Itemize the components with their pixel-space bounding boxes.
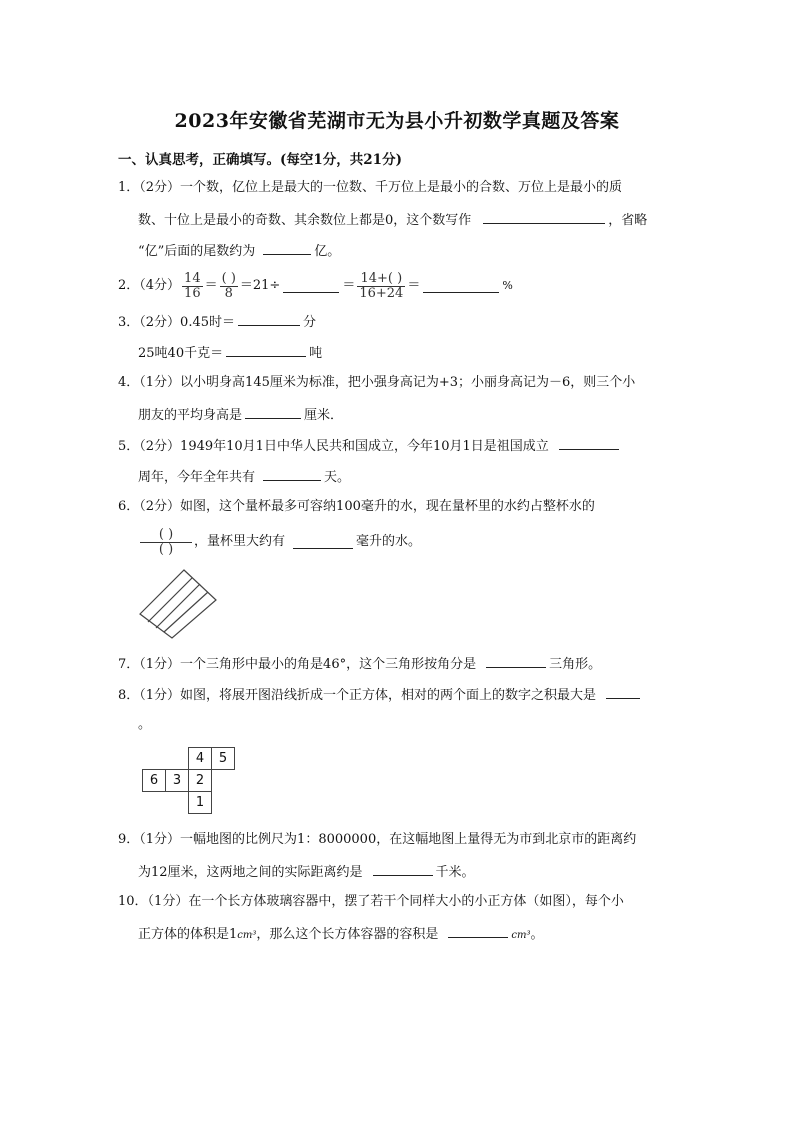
q2-f3-denominator: 16+24 <box>359 285 404 301</box>
q3-text-c: 25吨40千克＝ <box>138 346 224 361</box>
net-cell: 5 <box>211 747 235 770</box>
q5-line1 <box>118 437 622 455</box>
q5-line2 <box>138 468 350 486</box>
q4-line1: 4．（1分）以小明身高145厘米为标准，把小强身高记为+3；小丽身高记为－6，则三个小 <box>118 375 636 390</box>
q6-fraction-blank[interactable] <box>140 528 192 557</box>
q5-text-a: 5．（2分）1949年10月1日中华人民共和国成立，今年10月1日是祖国成立 <box>118 439 549 454</box>
q6-line1: 6．（2分）如图，这个量杯最多可容纳100毫升的水，现在量杯里的水约占整杯水的 <box>118 499 595 514</box>
q6-line2 <box>138 524 421 560</box>
q10-unit-2: cm³ <box>511 930 531 941</box>
q4-answer-blank[interactable] <box>245 406 301 419</box>
q1-text-d: 亿。 <box>314 244 341 259</box>
q5-answer-blank-2[interactable] <box>263 468 321 481</box>
q2-fraction-2[interactable] <box>220 272 238 301</box>
net-cell: 6 <box>142 769 166 792</box>
q2-fraction-1 <box>182 272 203 301</box>
q2-fraction-3[interactable] <box>357 272 405 301</box>
measuring-cup-figure <box>138 566 220 642</box>
q2-f2-denominator: 8 <box>224 285 233 301</box>
q5-answer-blank-1[interactable] <box>559 437 619 450</box>
net-cell: 4 <box>188 747 212 770</box>
q5-text-c: 天。 <box>324 470 351 485</box>
page-title: 2023年安徽省芜湖市无为县小升初数学真题及答案 <box>174 110 620 132</box>
q7-text-a: 7．（1分）一个三角形中最小的角是46°，这个三角形按角分是 <box>118 657 477 672</box>
q7-answer-blank[interactable] <box>486 655 546 668</box>
q1-answer-blank-2[interactable] <box>263 242 311 255</box>
q3-answer-blank-2[interactable] <box>226 344 306 357</box>
q3-line1 <box>118 313 316 331</box>
q2-answer-blank-1[interactable] <box>283 280 339 293</box>
q1-line2 <box>138 211 647 229</box>
q10-line2 <box>138 925 544 944</box>
q1-line3 <box>138 242 340 260</box>
q1-answer-blank-1[interactable] <box>483 211 605 224</box>
q1-text-c: “亿”后面的尾数约为 <box>138 244 256 259</box>
q2-answer-blank-2[interactable] <box>423 280 499 293</box>
q6-numerator-blank[interactable]: ( ) <box>158 526 174 542</box>
q4-text-a: 朋友的平均身高是 <box>138 408 243 423</box>
q1-text-a: 数、十位上是最小的奇数、其余数位上都是0，这个数写作 <box>138 213 472 228</box>
q9-text-a: 为12厘米，这两地之间的实际距离约是 <box>138 865 363 880</box>
q2-percent-sign: % <box>502 279 513 292</box>
q9-line1: 9．（1分）一幅地图的比例尺为1：8000000，在这幅地图上量得无为市到北京市的距离约 <box>118 832 637 847</box>
q3-text-d: 吨 <box>309 346 323 361</box>
net-cell: 3 <box>165 769 189 792</box>
q2-line <box>118 266 513 306</box>
q6-answer-blank[interactable] <box>293 536 353 549</box>
q5-text-b: 周年，今年全年共有 <box>138 470 256 485</box>
q2-f2-numerator-blank[interactable]: ( ) <box>221 270 236 286</box>
section-heading: 一、认真思考，正确填写。(每空1分，共21分) <box>118 152 402 168</box>
q2-f1-numerator: 14 <box>184 270 201 286</box>
q6-text-a: ，量杯里大约有 <box>194 534 286 549</box>
q2-f1-denominator: 16 <box>184 285 201 301</box>
q10-text-b: ，那么这个长方体容器的容积是 <box>256 927 439 942</box>
cube-net-figure <box>138 747 238 819</box>
q1-line1: 1．（2分）一个数，亿位上是最大的一位数、千万位上是最小的合数、万位上是最小的质 <box>118 180 623 195</box>
q2-division: ＝21÷ <box>239 278 281 293</box>
q2-prefix: 2．（4分） <box>118 278 181 293</box>
q1-text-b: ，省略 <box>608 213 648 228</box>
q10-unit-1: cm³ <box>237 930 257 941</box>
q4-line2 <box>138 406 343 424</box>
q2-equals-3: ＝ <box>407 278 421 293</box>
q2-equals-2: ＝ <box>342 278 356 293</box>
q9-text-b: 千米。 <box>435 865 475 880</box>
q4-text-b: 厘米． <box>304 408 344 423</box>
q8-text: 8．（1分）如图，将展开图沿线折成一个正方体，相对的两个面上的数字之积最大是 <box>118 688 597 703</box>
q9-answer-blank[interactable] <box>373 863 433 876</box>
q7-line <box>118 655 601 673</box>
net-cell: 1 <box>188 791 212 814</box>
q2-equals-1: ＝ <box>204 278 218 293</box>
q10-answer-blank[interactable] <box>448 925 508 938</box>
q3-text-a: 3．（2分）0.45时＝ <box>118 315 235 330</box>
q3-text-b: 分 <box>303 315 317 330</box>
q10-line1: 10．（1分）在一个长方体玻璃容器中，摆了若干个同样大小的小正方体（如图），每个小 <box>118 894 624 909</box>
q3-line2 <box>138 344 322 362</box>
q6-text-b: 毫升的水。 <box>356 534 422 549</box>
q10-text-a: 正方体的体积是1 <box>138 927 238 942</box>
q8-answer-blank[interactable] <box>606 686 640 699</box>
net-cell: 2 <box>188 769 212 792</box>
q2-f3-numerator-blank[interactable]: 14+( ) <box>360 270 403 286</box>
q8-line2: 。 <box>138 717 152 732</box>
q7-text-b: 三角形。 <box>549 657 602 672</box>
q3-answer-blank-1[interactable] <box>238 313 300 326</box>
q6-denominator-blank[interactable]: ( ) <box>158 541 174 557</box>
q9-line2 <box>138 863 475 881</box>
q10-text-c: 。 <box>530 927 544 942</box>
q8-line1 <box>118 686 643 704</box>
